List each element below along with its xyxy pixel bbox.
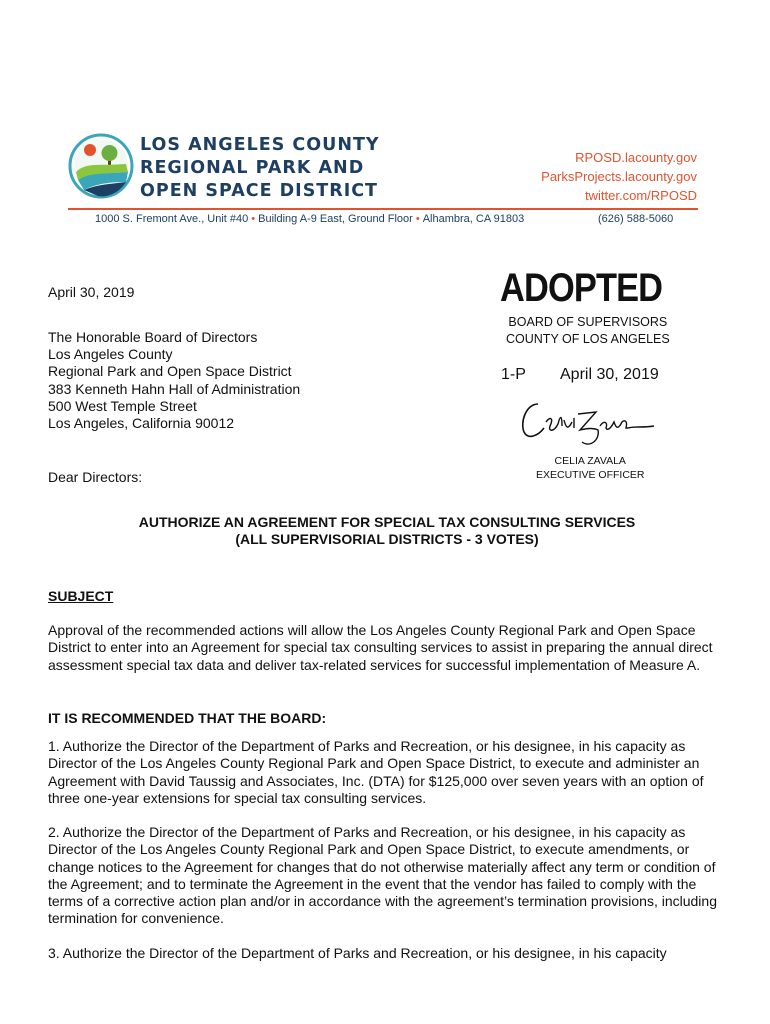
addressee-line: Los Angeles, California 90012 [48, 415, 235, 432]
bullet-separator: • [251, 213, 256, 225]
subject-paragraph: Approval of the recommended actions will allow the Los Angeles County Regional Park and Open Space District to enter into an Agreement for special tax consulting services to assist in preparing the annual direct assessment special tax data and deliver tax-related services for successful implementation of Measure A. [48, 622, 713, 673]
org-name-line-2: REGIONAL PARK AND [140, 158, 365, 178]
officer-title: EXECUTIVE OFFICER [536, 469, 645, 481]
recommendation-2: 2. Authorize the Director of the Department of Parks and Recreation, or his designee, in his capacity as Director of the Los Angeles County Regional Park and Open Space District, to execute amendments, or change notices to the Agreement for changes that do not otherwise materially affect any term or condition of the Agreement; and to terminate the Agreement in the event that the vendor has failed to comply with the terms of a corrective action plan and/or in accordance with the agreement’s termination provisions, including termination for convenience. [48, 824, 717, 927]
recommendation-3: 3. Authorize the Director of the Department of Parks and Recreation, or his designee, in his capacity [48, 945, 667, 961]
mailing-address [95, 213, 524, 225]
adopted-date: April 30, 2019 [560, 366, 659, 383]
addressee-line: Los Angeles County [48, 346, 173, 363]
org-name-line-1: LOS ANGELES COUNTY [140, 135, 380, 155]
board-of-supervisors [506, 314, 670, 348]
addressee-block [48, 329, 300, 432]
header-links [541, 148, 697, 205]
salutation: Dear Directors: [48, 469, 143, 485]
title-line-1: AUTHORIZE AN AGREEMENT FOR SPECIAL TAX CONSULTING SERVICES [138, 514, 636, 530]
addressee-line: The Honorable Board of Directors [48, 329, 258, 345]
agenda-item-number: 1-P [501, 366, 526, 383]
signature-image [516, 392, 658, 450]
addressee-line: 500 West Temple Street [48, 397, 197, 414]
org-name-line-3: OPEN SPACE DISTRICT [140, 181, 378, 201]
district-logo-icon [68, 128, 134, 204]
adopted-stamp: ADOPTED [500, 266, 663, 310]
organization-name [140, 134, 380, 203]
address-building: Building A-9 East, Ground Floor [258, 213, 413, 225]
executive-officer [536, 454, 645, 482]
subject-heading: SUBJECT [48, 588, 114, 604]
header-divider [68, 208, 698, 210]
recommendation-heading: IT IS RECOMMENDED THAT THE BOARD: [48, 710, 327, 726]
address-street: 1000 S. Fremont Ave., Unit #40 [95, 213, 249, 225]
projects-link[interactable]: ParksProjects.lacounty.gov [541, 169, 697, 184]
addressee-line: 383 Kenneth Hahn Hall of Administration [48, 380, 301, 397]
bullet-separator: • [415, 213, 420, 225]
address-city: Alhambra, CA 91803 [422, 213, 525, 225]
officer-name: CELIA ZAVALA [554, 455, 626, 467]
addressee-line: Regional Park and Open Space District [48, 363, 292, 380]
title-line-2: (ALL SUPERVISORIAL DISTRICTS - 3 VOTES) [235, 531, 539, 547]
website-link[interactable]: RPOSD.lacounty.gov [575, 150, 697, 165]
board-line-1: BOARD OF SUPERVISORS [508, 315, 668, 329]
phone-number: (626) 588-5060 [598, 213, 674, 225]
letter-title [48, 514, 726, 548]
letter-date: April 30, 2019 [48, 284, 135, 300]
recommendation-1: 1. Authorize the Director of the Department of Parks and Recreation, or his designee, in his capacity as Director of the Los Angeles County Regional Park and Open Space District, to execute and administer an Agreement with David Taussig and Associates, Inc. (DTA) for $125,000 over seven years with an option of three one-year extensions for special tax consulting services. [48, 738, 704, 806]
board-line-2: COUNTY OF LOS ANGELES [506, 332, 670, 346]
twitter-link[interactable]: twitter.com/RPOSD [585, 188, 697, 203]
